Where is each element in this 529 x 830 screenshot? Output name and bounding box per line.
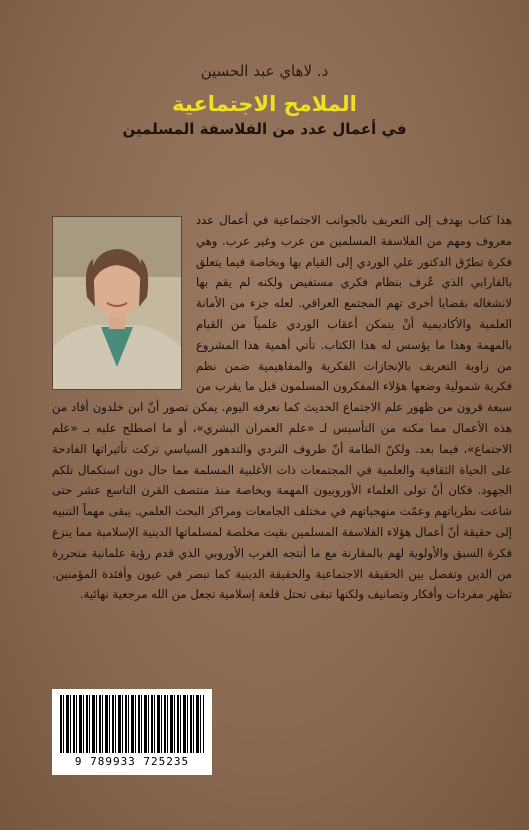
book-subtitle: في أعمال عدد من الفلاسفة المسلمين	[122, 120, 407, 138]
isbn-number: 9 789933 725235	[74, 755, 190, 768]
book-title: الملامح الاجتماعية	[172, 92, 357, 116]
barcode	[52, 689, 212, 775]
blurb-paragraph-2: يبقى مهماً التنبيه إلى حقيقة أنّ أعمال هؤلاء الفلاسفة المسلمين بقيت مخلصة لمسلماتها الدينية الإسلامية مما ينزع فكرة السبق والأولوية لهم بالمقارنة مع ما أنتجه الغرب الأوروبي الذي قدم رؤية علمانية متحررة من الدين وتفصل بين الحقيقة الاجتماعية والحقيقة الدينية كما تبصر في عيون وأفئدة المؤمنين. تظهر مفردات وأفكار وتصانيف ولكنها تبقى تحتل قلعة إسلامية تجعل من الله مرجعية نهائية.	[52, 504, 512, 602]
author-portrait-illustration	[53, 217, 181, 389]
blurb-text	[52, 210, 512, 605]
barcode-bars	[60, 695, 204, 753]
author-name: د. لاهاي عبد الحسين	[200, 62, 329, 80]
author-photo	[52, 216, 182, 390]
blurb-paragraph-1: هذا كتاب يهدف إلى التعريف بالجوانب الاجتماعية في أعمال عدد معروف ومهم من الفلاسفة المسلمين من عرب وغير عرب. وهي فكرة تطرّق الدكتور علي الوردي إلى القيام بها وبخاصة فيما يتعلق بالفارابي الذي عُرف بنظام فكري مستفيض ولكنه لم يقم بها لانشغاله بقضايا أخرى تهم المجتمع العراقي. لعله جزء من الأمانة العلمية والأكاديمية أنْ يتمكن أعقاب الوردي علمياً من القيام بالمهمة وهذا ما يؤسس له هذا الكتاب. تأتي أهمية هذا المشروع من زاوية التعريف بالإنجازات الفكرية والمفاهيمية ضمن نظم فكرية شمولية وضعها هؤلاء المفكرون المسلمون قبل ما يقرب من سبعة قرون من ظهور علم الاجتماع الحديث كما نعرفه اليوم. يمكن تصور أنّ ابن خلدون أفاد من هذه الأعمال مما مكنه من التأسيس لـ «علم العمران البشري»، أو ما اصطلح عليه بـ «علم الاجتماع»، فيما بعد. ولكنّ الطامة أنّ ظروف التردي والتدهور السياسي تركت تأثيراتها الفادحة على الحياة الثقافية والعلمية في المجتمعات ذات الأغلبية المسلمة مما حال دون استكمال تلكم الجهود. فكان أنْ تولى العلماء الأوروبيون المهمة وبخاصة منذ منتصف القرن التاسع عشر حتى شاعت نظرياتهم وعمّت منهجياتهم في مختلف الجامعات ومراكز البحث العلمي.	[52, 213, 513, 519]
